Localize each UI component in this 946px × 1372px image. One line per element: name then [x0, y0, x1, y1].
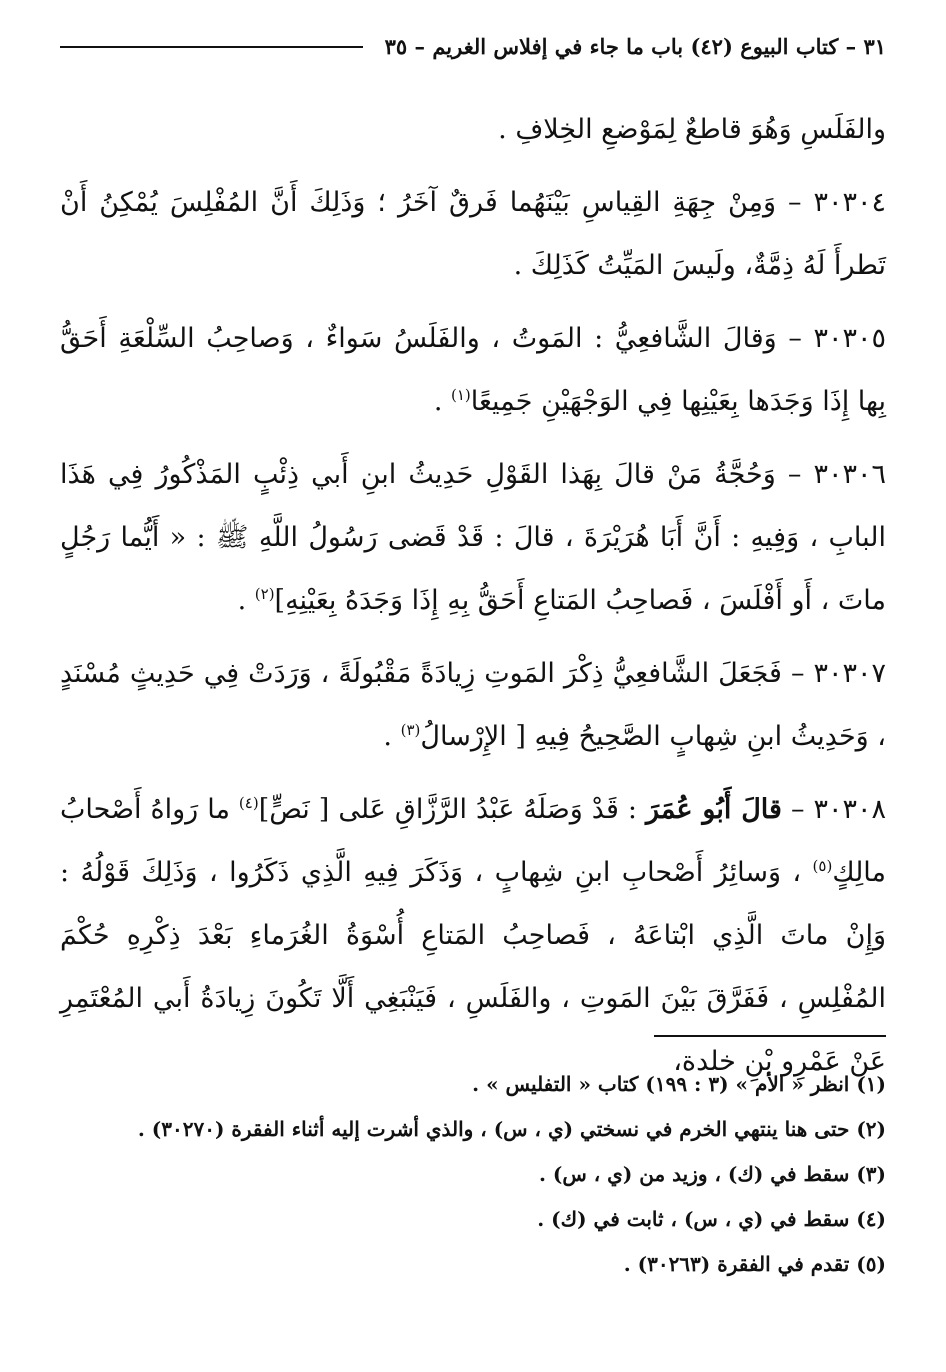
paragraph-text-middle: ما رَواهُ أَصْحابُ مالِكٍ [60, 794, 886, 888]
running-header [60, 26, 886, 66]
paragraph-dash: – [775, 459, 802, 490]
paragraph-text: وَقالَ الشَّافعِيُّ : المَوتُ ، والفَلَسُ سَواءٌ ، وَصاحِبُ السِّلْعَةِ أَحَقُّ بِها إِذَا وَجَدَها بِعَيْنِها فِي الوَجْهَيْنِ جَمِيعًا [60, 323, 886, 417]
paragraph-dash: – [776, 187, 802, 218]
paragraph-dash: – [781, 794, 805, 825]
paragraph-number: ٣٠٣٠٧ [813, 658, 886, 689]
paragraph-text-end: . [237, 585, 255, 616]
paragraph-30307 [60, 642, 886, 768]
paragraph-text: فَجَعَلَ الشَّافعِيُّ ذِكْرَ المَوتِ زِيادَةً مَقْبُولَةً ، وَرَدَتْ فِي حَدِيثٍ مُسْنَدٍ ، وَحَدِيثُ ابنِ شِهابٍ الصَّحِيحُ فِيهِ [ الإِرْسالُ [60, 658, 886, 752]
header-rule [60, 46, 363, 48]
footnote-1: (١) انظر « الأم » (٣ : ١٩٩) كتاب « التفليس » . [472, 1072, 886, 1096]
paragraph-text: وَحُجَّةُ مَنْ قالَ بِهَذا القَوْلِ حَدِيثُ ابنِ أَبي ذِئْبٍ المَذْكُورُ فِي هَذَا البابِ ، وَفِيهِ : أَنَّ أَبَا هُرَيْرَةَ ، قالَ : قَدْ قَضى رَسُولُ اللَّهِ ﷺ : « أَيُّما رَجُلٍ ماتَ ، أَو أَفْلَسَ ، فَصاحِبُ المَتاعِ أَحَقُّ بِهِ إِذَا وَجَدَهُ بِعَيْنِهِ] [60, 459, 886, 616]
paragraph-text: وَمِنْ جِهَةِ القِياسِ بَيْنَهُما فَرقٌ آخَرُ ؛ وَذَلِكَ أَنَّ المُفْلِسَ يُمْكِنُ أَنْ تَطرأَ لَهُ ذِمَّةٌ، ولَيسَ المَيِّتُ كَذَلِكَ . [60, 187, 886, 281]
footnote-ref-4[interactable]: (٤) [238, 794, 259, 812]
footnote-ref-5[interactable]: (٥) [812, 857, 833, 875]
paragraph-30304 [60, 171, 886, 297]
footnote-2: (٢) حتى هنا ينتهي الخرم في نسختي (ي ، س) ، والذي أشرت إليه أثناء الفقرة (٣٠٢٧٠) . [137, 1117, 886, 1141]
running-header-text: ٣١ – كتاب البيوع (٤٢) باب ما جاء في إفلاس الغريم – ٣٥ [384, 33, 886, 59]
footnote-5: (٥) تقدم في الفقرة (٣٠٢٦٣) . [623, 1252, 886, 1276]
paragraph-text: : قَدْ وَصَلَهُ عَبْدُ الرَّزَّاقِ عَلى [ نَصٍّ] [258, 794, 646, 825]
footnote-ref-1[interactable]: (١) [451, 386, 471, 404]
paragraph-text-end: ، وَسائِرُ أَصْحابِ ابنِ شِهابٍ ، وَذَكَرَ فِيهِ الَّذِي ذَكَرُوا ، وَذَلِكَ قَوْلُهُ : وَإِنْ ماتَ الَّذِي ابْتاعَهُ ، فَصاحِبُ المَتاعِ أُسْوَةُ الغُرَماءِ بَعْدَ ذِكْرِهِ حُكْمَ المُفْلِسِ ، فَفَرَّقَ بَيْنَ المَوتِ ، والفَلَسِ ، فَيَنْبَغِي أَلَّا تَكُونَ زِيادَةُ أَبي المُعْتَمِرِ عَنْ عَمْرِو بْنِ خلدة، [60, 857, 886, 1077]
paragraph-number: ٣٠٣٠٥ [813, 323, 886, 354]
paragraph-30305 [60, 307, 886, 433]
paragraph-number: ٣٠٣٠٨ [813, 794, 886, 825]
paragraph-30306 [60, 443, 886, 632]
footnote-4: (٤) سقط في (ي ، س) ، ثابت في (ك) . [537, 1207, 886, 1231]
paragraph-30308 [60, 778, 886, 1093]
paragraph-dash: – [781, 658, 805, 689]
footnote-ref-2[interactable]: (٢) [254, 585, 275, 603]
footnote-3: (٣) سقط في (ك) ، وزيد من (ي ، س) . [539, 1162, 886, 1186]
footnote-separator [654, 1035, 886, 1037]
main-text [60, 98, 886, 1103]
paragraph-text: والفَلَسِ وَهُوَ قاطعٌ لِمَوْضعِ الخِلافِ . [498, 114, 886, 145]
footnotes [60, 1062, 886, 1287]
paragraph-text-end: . [383, 721, 401, 752]
speaker-name: قالَ أَبُو عُمَرَ [645, 794, 782, 825]
paragraph-number: ٣٠٣٠٦ [813, 459, 886, 490]
paragraph-number: ٣٠٣٠٤ [813, 187, 886, 218]
paragraph-text-end: . [433, 386, 451, 417]
paragraph-dash: – [776, 323, 802, 354]
footnote-ref-3[interactable]: (٣) [400, 721, 421, 739]
paragraph-continuation [60, 98, 886, 161]
